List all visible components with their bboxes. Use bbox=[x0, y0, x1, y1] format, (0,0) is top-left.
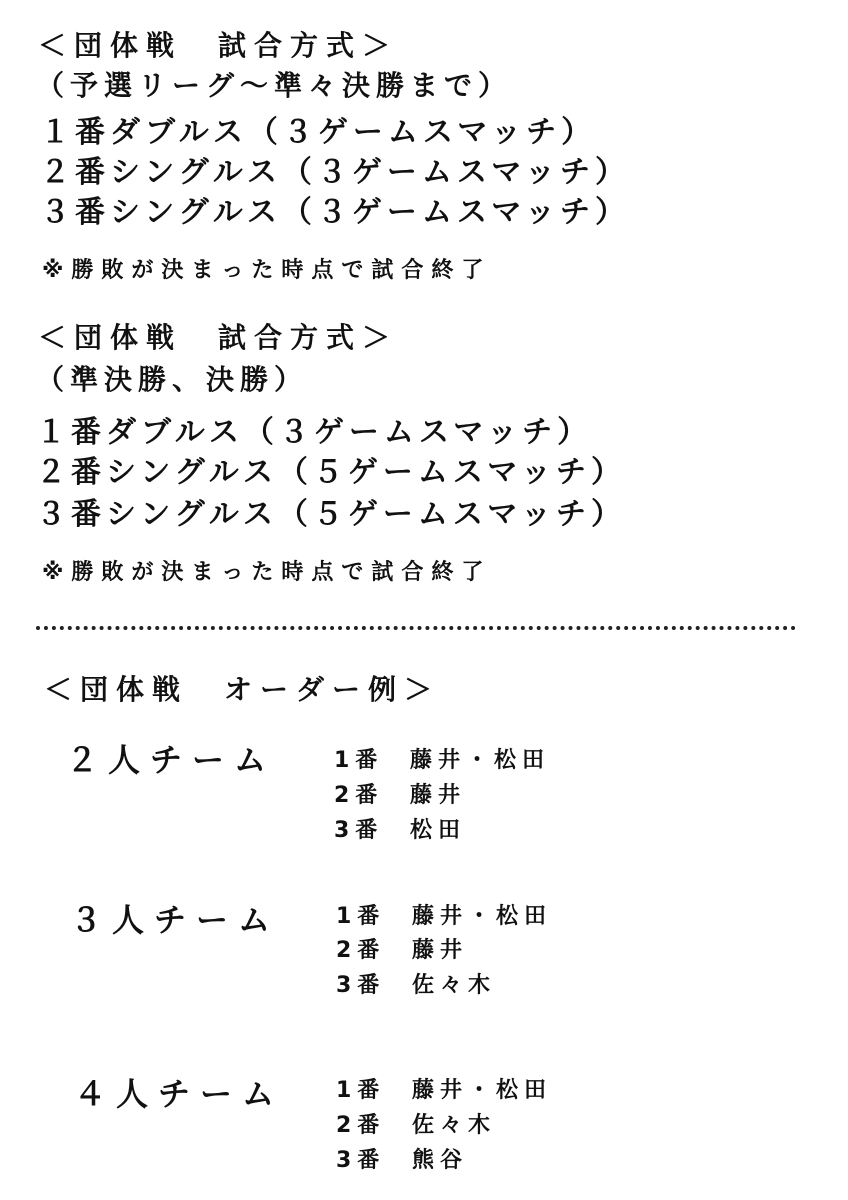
section1-match-3: ３番シングルス（３ゲームスマッチ） bbox=[40, 195, 631, 230]
section1-subheading: （予選リーグ〜準々決勝まで） bbox=[36, 69, 513, 102]
order-number: 3番 bbox=[336, 973, 386, 998]
order-row bbox=[336, 1115, 496, 1137]
order-row bbox=[336, 1150, 468, 1172]
section2-match-1: １番ダブルス（３ゲームスマッチ） bbox=[36, 415, 593, 450]
order-row bbox=[336, 940, 468, 962]
team-label-3: ３人チーム bbox=[70, 901, 281, 939]
order-players: 松田 bbox=[410, 818, 467, 843]
team-label-4: ４人チーム bbox=[74, 1075, 285, 1113]
section1-match-2: ２番シングルス（３ゲームスマッチ） bbox=[40, 155, 631, 190]
order-number: 3番 bbox=[334, 818, 384, 843]
order-players: 熊谷 bbox=[412, 1148, 469, 1173]
section2-heading: ＜団体戦 試合方式＞ bbox=[38, 321, 399, 354]
order-number: 1番 bbox=[334, 748, 384, 773]
order-players: 藤井 bbox=[410, 783, 467, 808]
section2-match-2: ２番シングルス（５ゲームスマッチ） bbox=[36, 455, 627, 490]
order-row bbox=[336, 906, 552, 928]
order-row bbox=[336, 1080, 552, 1102]
order-row bbox=[334, 820, 466, 842]
order-row bbox=[336, 975, 496, 997]
section2-subheading: （準決勝、決勝） bbox=[36, 363, 309, 396]
order-row bbox=[334, 750, 550, 772]
order-players: 藤井・松田 bbox=[412, 1078, 553, 1103]
order-heading: ＜団体戦 オーダー例＞ bbox=[44, 673, 441, 706]
dotted-divider bbox=[36, 626, 796, 630]
order-number: 1番 bbox=[336, 1078, 386, 1103]
order-number: 1番 bbox=[336, 904, 386, 929]
team-label-2: ２人チーム bbox=[66, 741, 277, 779]
order-number: 2番 bbox=[336, 938, 386, 963]
order-players: 佐々木 bbox=[412, 1113, 497, 1138]
order-number: 2番 bbox=[334, 783, 384, 808]
order-number: 3番 bbox=[336, 1148, 386, 1173]
order-players: 佐々木 bbox=[412, 973, 497, 998]
order-players: 藤井 bbox=[412, 938, 469, 963]
order-players: 藤井・松田 bbox=[410, 748, 551, 773]
section1-match-1: １番ダブルス（３ゲームスマッチ） bbox=[40, 115, 597, 150]
order-number: 2番 bbox=[336, 1113, 386, 1138]
order-row bbox=[334, 785, 466, 807]
section1-note: ※勝敗が決まった時点で試合終了 bbox=[42, 258, 492, 283]
section1-heading: ＜団体戦 試合方式＞ bbox=[38, 29, 399, 62]
section2-match-3: ３番シングルス（５ゲームスマッチ） bbox=[36, 497, 627, 532]
order-players: 藤井・松田 bbox=[412, 904, 553, 929]
section2-note: ※勝敗が決まった時点で試合終了 bbox=[42, 560, 492, 585]
